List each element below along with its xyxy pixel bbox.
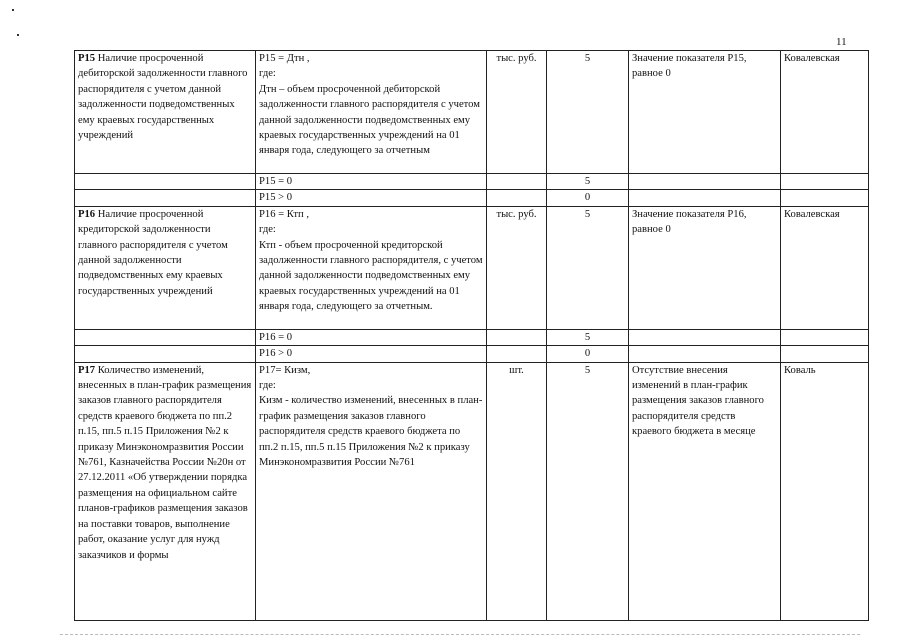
table-row-condition: [75, 174, 869, 190]
table-row-p17: [75, 362, 869, 620]
table-row-condition: [75, 329, 869, 345]
indicator-name-cell: [75, 206, 256, 329]
scan-speck: [12, 9, 14, 11]
score-cell: 5: [547, 174, 629, 190]
unit-cell: тыс. руб.: [487, 51, 547, 174]
unit-cell: тыс. руб.: [487, 206, 547, 329]
indicator-code: Р15: [78, 53, 96, 64]
score-cell: 5: [547, 206, 629, 329]
condition-cell: Р15 = 0: [256, 174, 487, 190]
indicator-name: Наличие просроченной кредиторской задолженности главного распорядителя с учетом данной задолженности подведомственных ему краевых государственных учреждений: [78, 208, 228, 297]
unit-cell: шт.: [487, 362, 547, 620]
condition-cell: Р16 > 0: [256, 346, 487, 362]
indicator-name: Наличие просроченной дебиторской задолженности главного распорядителя с учетом данной задолженности подведомственных ему краевых государственных учреждений: [78, 53, 248, 142]
score-cell: 5: [547, 51, 629, 174]
responsible-cell: Коваль: [781, 362, 869, 620]
target-cell: Отсутствие внесения изменений в план-график размещения заказов главного распорядителя средств краевого бюджета в месяце: [629, 362, 781, 620]
target-cell: Значение показателя Р16, равное 0: [629, 206, 781, 329]
responsible-cell: Ковалевская: [781, 51, 869, 174]
table-row-condition: [75, 190, 869, 206]
condition-cell: Р16 = 0: [256, 329, 487, 345]
indicators-table: [74, 50, 869, 621]
formula-cell: Р15 = Дтн , где: Дтн – объем просроченной дебиторской задолженности главного распорядителя с учетом данной задолженности подведомственных ему краевых государственных учреждений на 01 января года, следующего за отчетным: [256, 51, 487, 174]
page-number: 11: [836, 36, 847, 48]
score-cell: 5: [547, 362, 629, 620]
condition-cell: Р15 > 0: [256, 190, 487, 206]
table-row-condition: [75, 346, 869, 362]
indicator-name: Количество изменений, внесенных в план-график размещения заказов главного распорядителя средств краевого бюджета по пп.2 п.15, пп.5 п.15 Приложения №2 к приказу Минэкономразвития России №761, Казначейства России №20н от 27.12.2011 «Об утверждении порядка размещения на официальном сайте планов-графиков размещения заказов на поставки товаров, выполнение работ, оказание услуг для нужд заказчиков и формы: [78, 364, 252, 561]
page-bottom-edge: [60, 634, 860, 635]
scan-speck: [17, 34, 19, 36]
score-cell: 0: [547, 346, 629, 362]
indicator-name-cell: [75, 51, 256, 174]
target-cell: Значение показателя Р15, равное 0: [629, 51, 781, 174]
responsible-cell: Ковалевская: [781, 206, 869, 329]
score-cell: 5: [547, 329, 629, 345]
score-cell: 0: [547, 190, 629, 206]
table-row-p16: [75, 206, 869, 329]
formula-cell: Р16 = Ктп , где: Ктп - объем просроченной кредиторской задолженности главного распорядителя, с учетом данной задолженности подведомственных ему краевых государственных учреждений на 01 января года, следующего за отчетным.: [256, 206, 487, 329]
indicator-code: Р16: [78, 208, 96, 220]
formula-cell: Р17= Кизм, где: Кизм - количество изменений, внесенных в план-график размещения заказов главного распорядителя средств краевого бюджета по пп.2 п.15, пп.5 п.15 Приложения №2 к приказу Минэкономразвития России №761: [256, 362, 487, 620]
indicator-code: Р17: [78, 364, 96, 376]
indicator-name-cell: [75, 362, 256, 620]
table-row-p15: [75, 51, 869, 174]
